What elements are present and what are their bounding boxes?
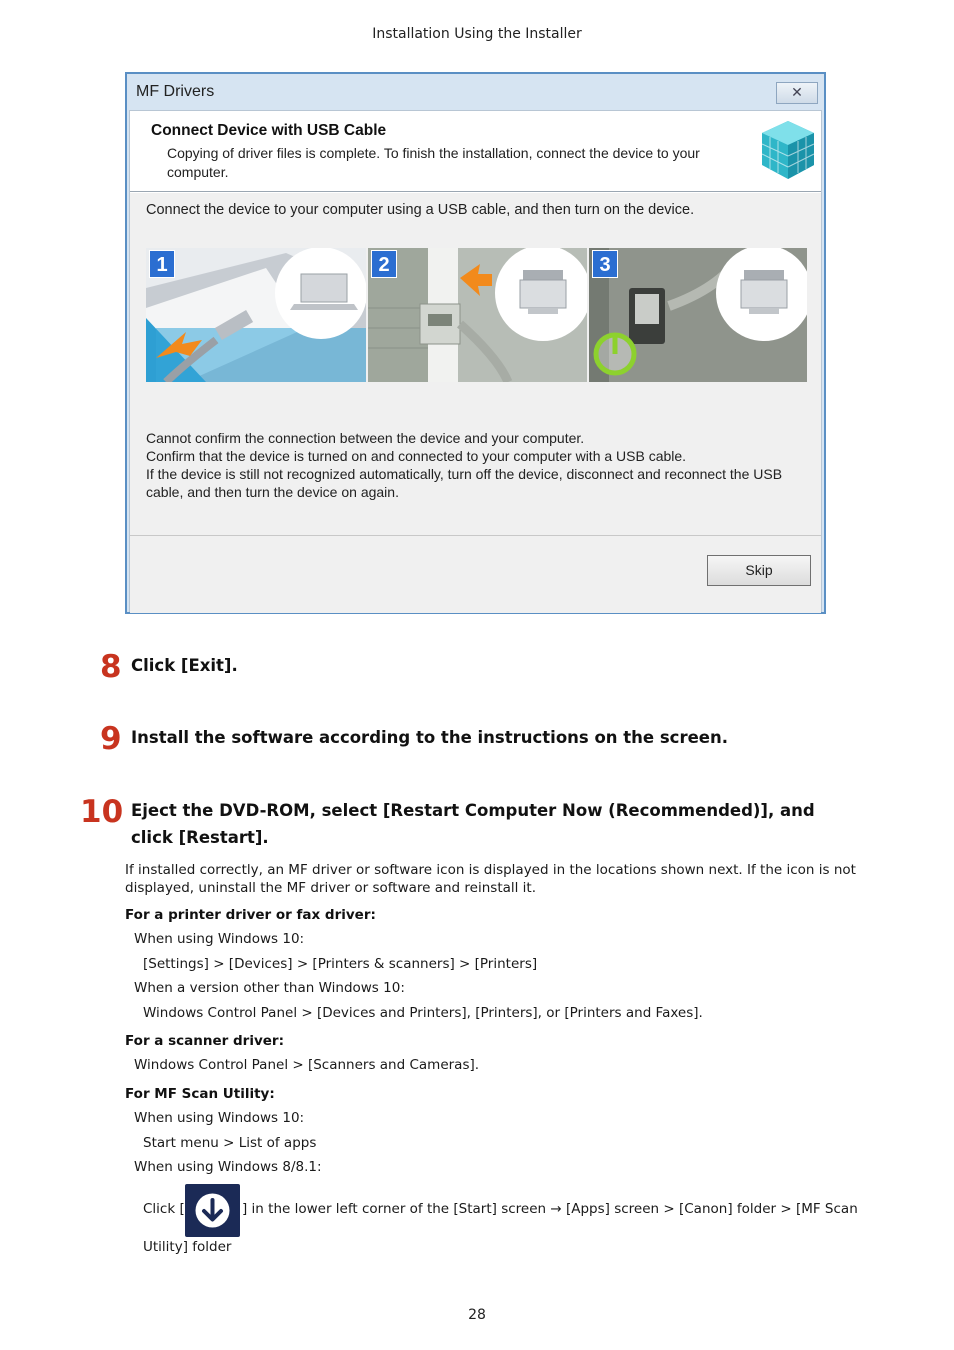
scanner-driver-label: For a scanner driver: <box>125 1033 284 1049</box>
printer-cube-icon <box>758 117 818 183</box>
windows10-label: When using Windows 10: <box>134 931 305 947</box>
usb-port-illustration <box>368 248 587 382</box>
click-suffix-continued: Utility] folder <box>143 1239 232 1255</box>
intro-paragraph: If installed correctly, an MF driver or software icon is displayed in the locations shown next. If the icon is not displayed, uninstall the MF driver or software and reinstall it. <box>125 862 856 896</box>
dialog-header <box>130 111 821 192</box>
dialog-separator <box>130 535 821 536</box>
step-badge-1: 1 <box>149 250 175 278</box>
dialog-subtext: Copying of driver files is complete. To finish the installation, connect the device to your computer. <box>167 145 700 180</box>
running-header: Installation Using the Installer <box>372 26 582 42</box>
scan-utility-label: For MF Scan Utility: <box>125 1086 275 1102</box>
printer-icon <box>520 270 566 314</box>
dialog-title: MF Drivers <box>136 83 215 100</box>
step-panel-2 <box>368 248 587 382</box>
step-text: Install the software according to the instructions on the screen. <box>131 728 728 747</box>
dialog-titlebar <box>127 74 824 110</box>
printer-path-other: Windows Control Panel > [Devices and Printers], [Printers], or [Printers and Faxes]. <box>143 1005 703 1021</box>
error-line: Confirm that the device is turned on and connected to your computer with a USB cable. <box>146 448 687 464</box>
error-line: Cannot confirm the connection between the device and your computer. <box>146 430 585 446</box>
other-windows-label: When a version other than Windows 10: <box>134 980 405 996</box>
printer-driver-label: For a printer driver or fax driver: <box>125 907 376 923</box>
laptop-usb-illustration <box>146 248 366 382</box>
step-badge-3: 3 <box>592 250 618 278</box>
step-text: Click [Exit]. <box>131 656 238 675</box>
step-number: 8 <box>100 649 122 685</box>
close-button[interactable]: ✕ <box>776 82 818 104</box>
skip-button[interactable]: Skip <box>707 555 811 586</box>
error-line: If the device is still not recognized automatically, turn off the device, disconnect and reconnect the USB cable, and then turn the device on again. <box>146 466 783 500</box>
step-text: Eject the DVD-ROM, select [Restart Computer Now (Recommended)], and click [Restart]. <box>131 801 815 847</box>
step-panel-3 <box>589 248 807 382</box>
power-on-illustration <box>589 248 807 382</box>
step-number: 9 <box>100 721 122 757</box>
page-number: 28 <box>468 1307 486 1323</box>
scanner-path: Windows Control Panel > [Scanners and Cameras]. <box>134 1057 480 1073</box>
windows10-label: When using Windows 10: <box>134 1110 305 1126</box>
dialog-body <box>130 193 821 613</box>
click-suffix: ] in the lower left corner of the [Start] screen → [Apps] screen > [Canon] folder > [MF Scan <box>242 1201 858 1217</box>
mf-drivers-dialog <box>125 72 826 614</box>
step-number: 10 <box>80 794 124 830</box>
power-icon <box>594 333 636 375</box>
printer-path-win10: [Settings] > [Devices] > [Printers & scanners] > [Printers] <box>143 956 538 972</box>
dialog-error-message <box>146 429 806 501</box>
step-badge-2: 2 <box>371 250 397 278</box>
download-arrow-icon <box>185 1184 240 1237</box>
dialog-client <box>129 110 822 612</box>
dialog-instruction: Connect the device to your computer using a USB cable, and then turn on the device. <box>146 202 695 218</box>
printer-icon <box>741 270 787 314</box>
dialog-heading: Connect Device with USB Cable <box>151 122 387 139</box>
scan-utility-path-win10: Start menu > List of apps <box>143 1135 317 1151</box>
click-prefix: Click [ <box>143 1201 185 1217</box>
step-panel-1 <box>146 248 366 382</box>
windows8-label: When using Windows 8/8.1: <box>134 1159 322 1175</box>
